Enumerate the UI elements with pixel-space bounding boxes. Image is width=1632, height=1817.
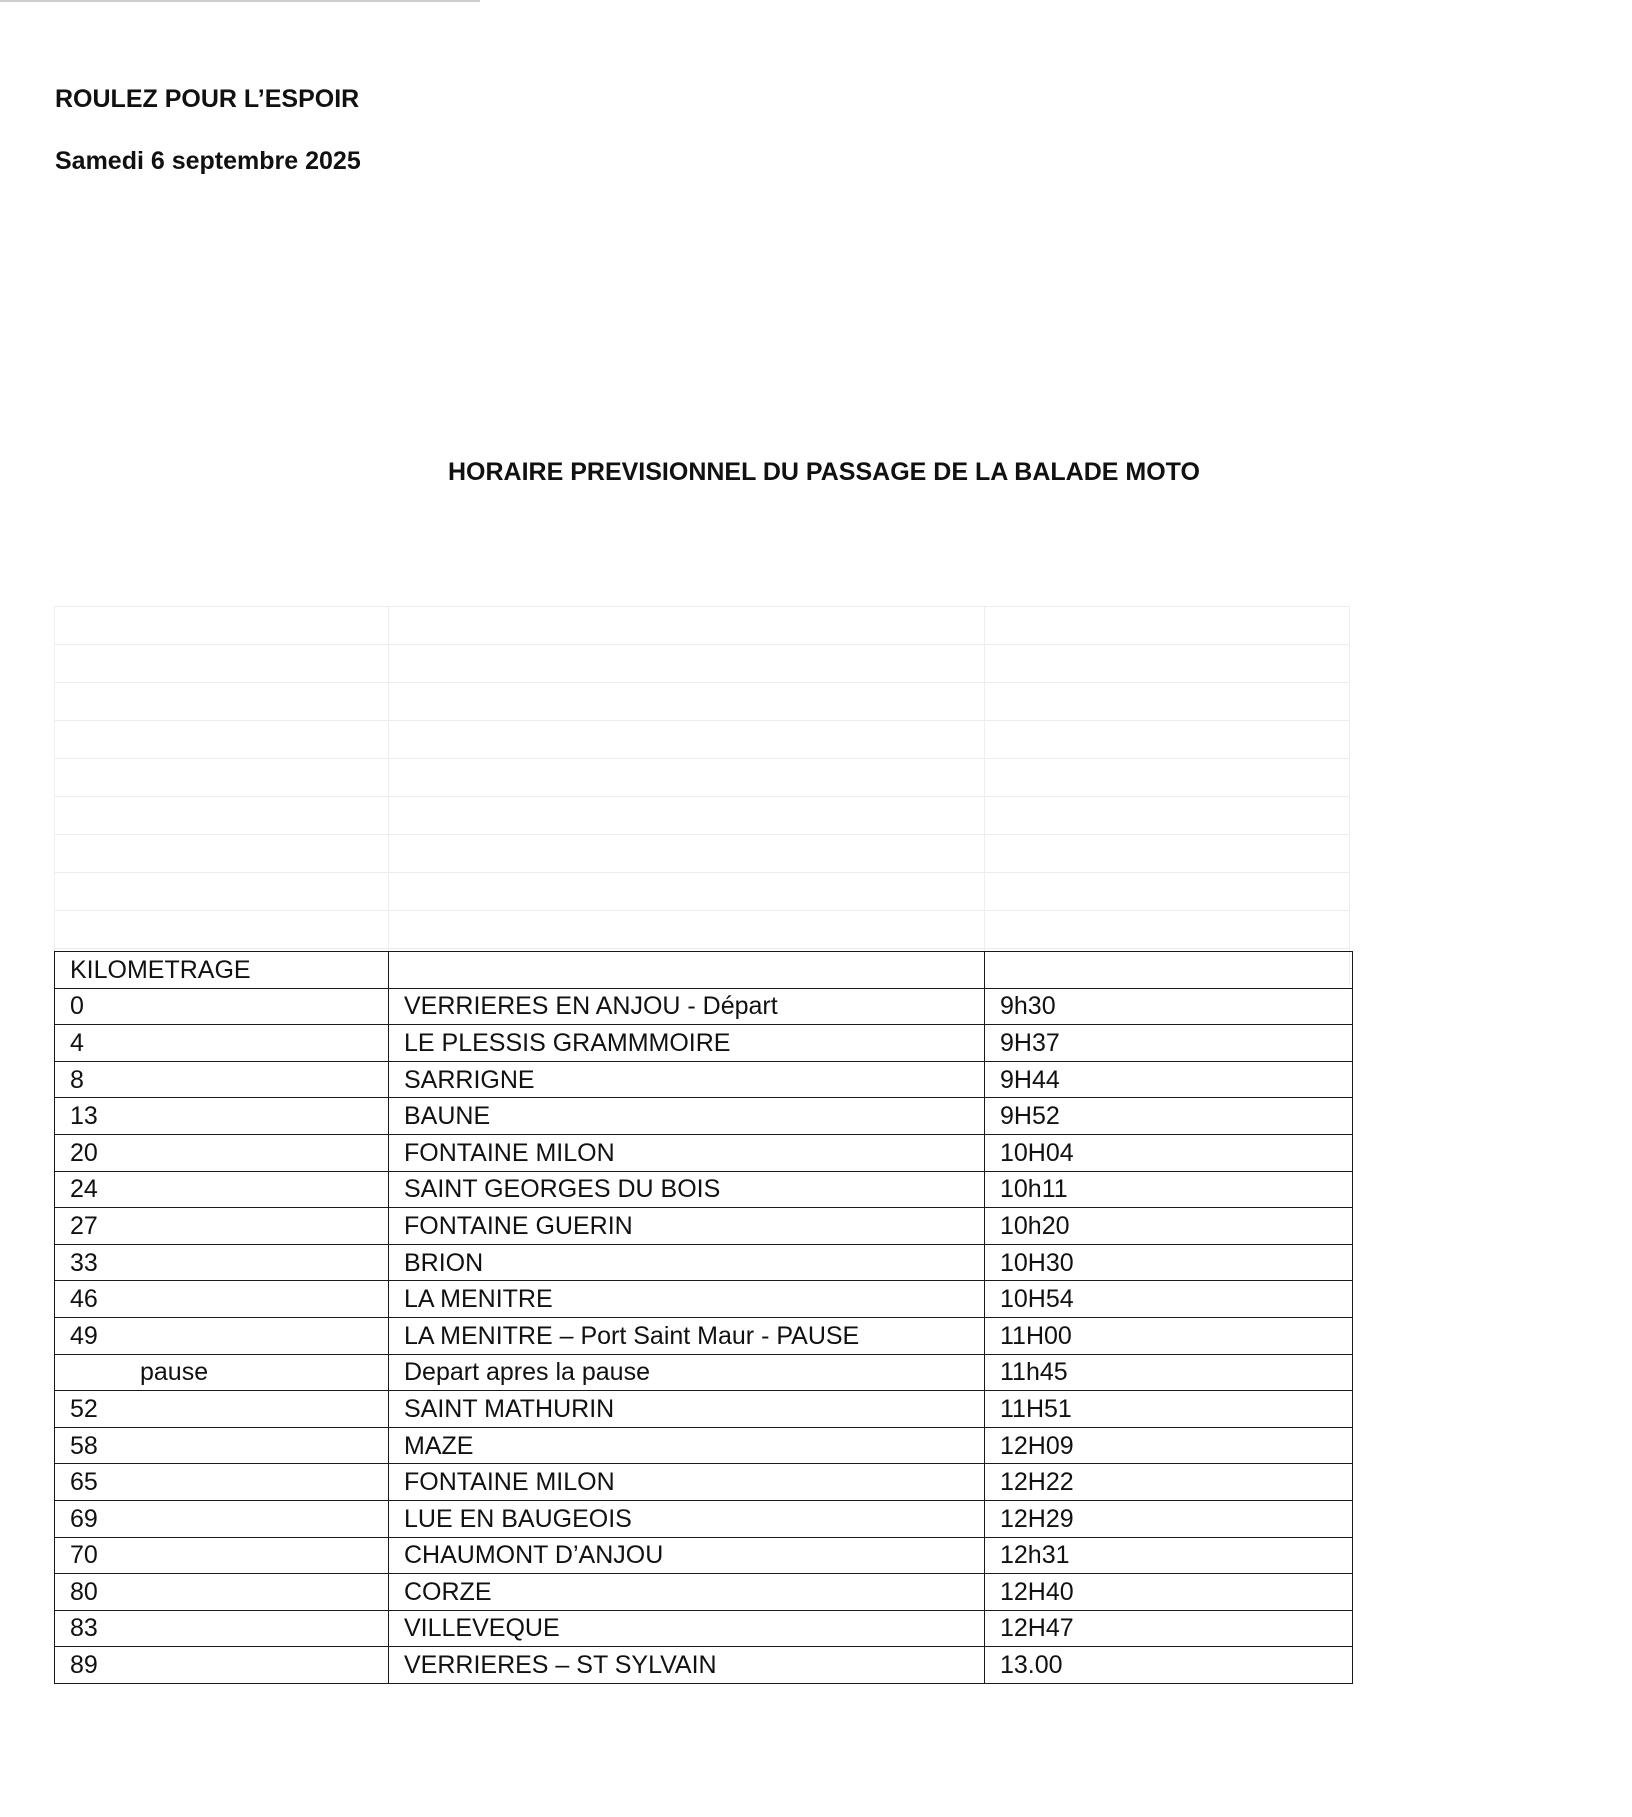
time-cell: 12H40 xyxy=(985,1574,1353,1611)
table-row xyxy=(55,1317,1353,1354)
time-cell: 10h11 xyxy=(985,1171,1353,1208)
table-row xyxy=(55,1500,1353,1537)
time-cell: 12h31 xyxy=(985,1537,1353,1574)
time-cell: 10H04 xyxy=(985,1134,1353,1171)
km-cell: 49 xyxy=(55,1317,389,1354)
column-header-km: KILOMETRAGE xyxy=(55,952,389,989)
column-header-place xyxy=(389,952,985,989)
place-cell: SARRIGNE xyxy=(389,1061,985,1098)
km-cell: pause xyxy=(55,1354,389,1391)
km-cell: 52 xyxy=(55,1391,389,1428)
table-row xyxy=(55,1061,1353,1098)
km-cell: 70 xyxy=(55,1537,389,1574)
column-header-time xyxy=(985,952,1353,989)
time-cell: 12H22 xyxy=(985,1464,1353,1501)
time-cell: 11H00 xyxy=(985,1317,1353,1354)
table-row xyxy=(55,1574,1353,1611)
table-row xyxy=(55,1464,1353,1501)
place-cell: BAUNE xyxy=(389,1098,985,1135)
place-cell: FONTAINE GUERIN xyxy=(389,1208,985,1245)
table-row xyxy=(55,1537,1353,1574)
time-cell: 10H30 xyxy=(985,1244,1353,1281)
table-row xyxy=(55,1391,1353,1428)
km-cell: 13 xyxy=(55,1098,389,1135)
km-cell: 89 xyxy=(55,1647,389,1684)
time-cell: 9H52 xyxy=(985,1098,1353,1135)
place-cell: FONTAINE MILON xyxy=(389,1464,985,1501)
table-row xyxy=(55,988,1353,1025)
place-cell: LA MENITRE – Port Saint Maur - PAUSE xyxy=(389,1317,985,1354)
time-cell: 12H29 xyxy=(985,1500,1353,1537)
time-cell: 12H09 xyxy=(985,1427,1353,1464)
table-row xyxy=(55,1134,1353,1171)
schedule-heading: HORAIRE PREVISIONNEL DU PASSAGE DE LA BALADE MOTO xyxy=(448,458,1200,486)
place-cell: MAZE xyxy=(389,1427,985,1464)
km-cell: 33 xyxy=(55,1244,389,1281)
km-cell: 58 xyxy=(55,1427,389,1464)
table-row xyxy=(55,1208,1353,1245)
table-row xyxy=(55,1171,1353,1208)
time-cell: 11H51 xyxy=(985,1391,1353,1428)
time-cell: 9H37 xyxy=(985,1025,1353,1062)
place-cell: SAINT MATHURIN xyxy=(389,1391,985,1428)
km-cell: 20 xyxy=(55,1134,389,1171)
event-title: ROULEZ POUR L’ESPOIR xyxy=(55,85,360,113)
place-cell: VERRIERES EN ANJOU - Départ xyxy=(389,988,985,1025)
time-cell: 10H54 xyxy=(985,1281,1353,1318)
place-cell: VILLEVEQUE xyxy=(389,1610,985,1647)
table-row xyxy=(55,1098,1353,1135)
place-cell: BRION xyxy=(389,1244,985,1281)
time-cell: 9h30 xyxy=(985,988,1353,1025)
table-row xyxy=(55,1025,1353,1062)
time-cell: 10h20 xyxy=(985,1208,1353,1245)
time-cell: 9H44 xyxy=(985,1061,1353,1098)
place-cell: LE PLESSIS GRAMMMOIRE xyxy=(389,1025,985,1062)
schedule-table-body xyxy=(55,952,1353,1684)
table-header-row xyxy=(55,952,1353,989)
place-cell: CHAUMONT D’ANJOU xyxy=(389,1537,985,1574)
event-date: Samedi 6 septembre 2025 xyxy=(55,147,361,175)
place-cell: LA MENITRE xyxy=(389,1281,985,1318)
place-cell: VERRIERES – ST SYLVAIN xyxy=(389,1647,985,1684)
place-cell: SAINT GEORGES DU BOIS xyxy=(389,1171,985,1208)
km-cell: 46 xyxy=(55,1281,389,1318)
km-cell: 4 xyxy=(55,1025,389,1062)
scan-edge-line xyxy=(0,0,480,2)
place-cell: FONTAINE MILON xyxy=(389,1134,985,1171)
km-cell: 24 xyxy=(55,1171,389,1208)
place-cell: CORZE xyxy=(389,1574,985,1611)
bleed-through-grid xyxy=(54,606,1350,986)
table-row xyxy=(55,1244,1353,1281)
km-cell: 83 xyxy=(55,1610,389,1647)
place-cell: Depart apres la pause xyxy=(389,1354,985,1391)
km-cell: 27 xyxy=(55,1208,389,1245)
km-cell: 69 xyxy=(55,1500,389,1537)
km-cell: 0 xyxy=(55,988,389,1025)
time-cell: 11h45 xyxy=(985,1354,1353,1391)
table-row xyxy=(55,1427,1353,1464)
km-cell: 65 xyxy=(55,1464,389,1501)
table-row xyxy=(55,1281,1353,1318)
table-row xyxy=(55,1647,1353,1684)
km-cell: 8 xyxy=(55,1061,389,1098)
time-cell: 12H47 xyxy=(985,1610,1353,1647)
km-cell: 80 xyxy=(55,1574,389,1611)
table-row xyxy=(55,1610,1353,1647)
schedule-table xyxy=(54,951,1353,1684)
time-cell: 13.00 xyxy=(985,1647,1353,1684)
table-row xyxy=(55,1354,1353,1391)
place-cell: LUE EN BAUGEOIS xyxy=(389,1500,985,1537)
